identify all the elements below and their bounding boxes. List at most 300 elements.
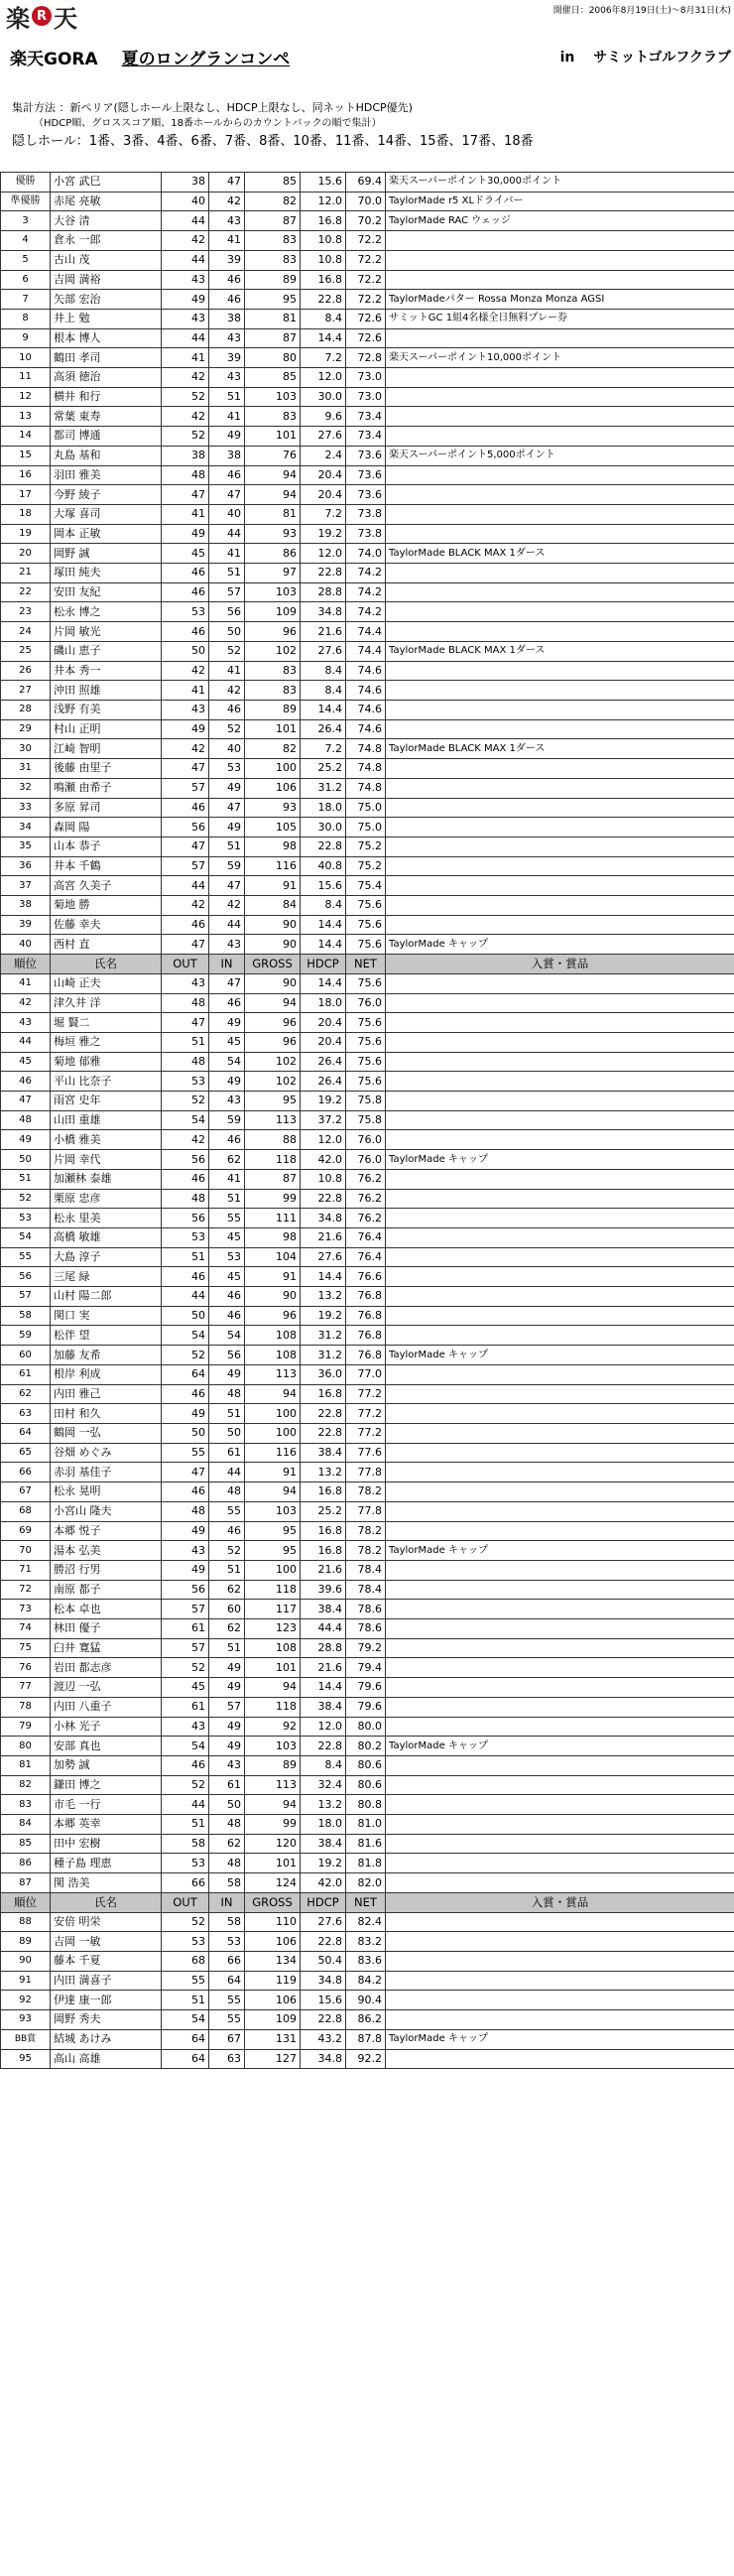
rank-cell: 72 <box>1 1580 51 1600</box>
name-cell: 関 浩美 <box>51 1873 162 1893</box>
prize-cell <box>386 2049 734 2069</box>
out-cell: 54 <box>162 1326 209 1346</box>
table-row <box>1 1443 734 1463</box>
rank-cell: 64 <box>1 1424 51 1444</box>
net-cell: 73.4 <box>346 427 386 447</box>
hdcp-cell: 22.8 <box>301 1424 346 1444</box>
in-cell: 53 <box>209 1247 245 1267</box>
table-row <box>1 1854 734 1873</box>
rank-cell: 優勝 <box>1 173 51 193</box>
prize-cell <box>386 1521 734 1541</box>
in-cell: 50 <box>209 622 245 642</box>
name-cell: 岩田 都志彦 <box>51 1658 162 1678</box>
gross-cell: 85 <box>245 173 301 193</box>
name-cell: 松永 晃明 <box>51 1482 162 1502</box>
rank-cell: 77 <box>1 1678 51 1698</box>
name-cell: 栗原 忠彦 <box>51 1189 162 1209</box>
gross-cell: 94 <box>245 465 301 485</box>
rank-cell: 38 <box>1 896 51 916</box>
out-cell: 53 <box>162 1072 209 1092</box>
net-cell: 72.6 <box>346 309 386 328</box>
hdcp-cell: 22.8 <box>301 1932 346 1952</box>
table-row <box>1 1267 734 1287</box>
rank-cell: 5 <box>1 250 51 270</box>
in-cell: 60 <box>209 1600 245 1619</box>
out-cell: 64 <box>162 2029 209 2049</box>
column-header-out: OUT <box>162 1892 209 1912</box>
net-cell: 75.6 <box>346 1013 386 1033</box>
hdcp-cell: 36.0 <box>301 1364 346 1384</box>
table-header-row <box>1 955 734 974</box>
in-cell: 55 <box>209 1991 245 2010</box>
column-header-prize: 入賞・賞品 <box>386 955 734 974</box>
net-cell: 86.2 <box>346 2010 386 2030</box>
net-cell: 73.6 <box>346 465 386 485</box>
name-cell: 井上 勉 <box>51 309 162 328</box>
net-cell: 76.0 <box>346 993 386 1013</box>
prize-cell <box>386 368 734 388</box>
out-cell: 44 <box>162 250 209 270</box>
out-cell: 46 <box>162 622 209 642</box>
gross-cell: 100 <box>245 1560 301 1580</box>
name-cell: 山村 陽二郎 <box>51 1287 162 1307</box>
net-cell: 70.0 <box>346 192 386 211</box>
rank-cell: 60 <box>1 1346 51 1365</box>
table-row <box>1 1951 734 1971</box>
table-row <box>1 1619 734 1639</box>
out-cell: 47 <box>162 485 209 505</box>
hdcp-cell: 27.6 <box>301 1247 346 1267</box>
table-row <box>1 368 734 388</box>
hdcp-cell: 8.4 <box>301 309 346 328</box>
prize-cell <box>386 1032 734 1052</box>
net-cell: 77.8 <box>346 1463 386 1482</box>
name-cell: 鳴瀬 由希子 <box>51 778 162 798</box>
table-row <box>1 935 734 955</box>
hdcp-cell: 50.4 <box>301 1951 346 1971</box>
net-cell: 75.6 <box>346 973 386 993</box>
table-row <box>1 504 734 524</box>
rank-cell: 59 <box>1 1326 51 1346</box>
name-cell: 伊達 康一郎 <box>51 1991 162 2010</box>
table-row <box>1 290 734 310</box>
net-cell: 72.2 <box>346 270 386 290</box>
rank-cell: 23 <box>1 602 51 622</box>
name-cell: 山崎 正夫 <box>51 973 162 993</box>
prize-cell: 楽天スーパーポイント30,000ポイント <box>386 173 734 193</box>
out-cell: 64 <box>162 1364 209 1384</box>
gross-cell: 104 <box>245 1247 301 1267</box>
hdcp-cell: 16.8 <box>301 1482 346 1502</box>
name-cell: 加瀬林 泰雄 <box>51 1169 162 1189</box>
out-cell: 42 <box>162 896 209 916</box>
net-cell: 73.4 <box>346 407 386 427</box>
hdcp-cell: 7.2 <box>301 348 346 368</box>
gross-cell: 80 <box>245 348 301 368</box>
gross-cell: 83 <box>245 231 301 251</box>
gross-cell: 83 <box>245 250 301 270</box>
hdcp-cell: 12.0 <box>301 544 346 564</box>
name-cell: 湯本 弘美 <box>51 1541 162 1561</box>
prize-cell <box>386 1482 734 1502</box>
table-row <box>1 915 734 935</box>
rank-cell: 12 <box>1 387 51 407</box>
name-cell: 本郷 悦子 <box>51 1521 162 1541</box>
scoring-method-note: 集計方法 ：新ペリア(隠しホール上限なし、HDCP上限なし、同ネットHDCP優先) <box>12 101 413 114</box>
prize-cell <box>386 1854 734 1873</box>
prize-cell <box>386 1169 734 1189</box>
rank-cell: 36 <box>1 856 51 876</box>
out-cell: 56 <box>162 1209 209 1228</box>
prize-cell <box>386 1424 734 1444</box>
in-cell: 49 <box>209 1364 245 1384</box>
in-cell: 47 <box>209 173 245 193</box>
table-row <box>1 1346 734 1365</box>
in-cell: 45 <box>209 1267 245 1287</box>
name-cell: 谷畑 めぐみ <box>51 1443 162 1463</box>
table-row <box>1 602 734 622</box>
gross-cell: 106 <box>245 1932 301 1952</box>
gross-cell: 119 <box>245 1971 301 1991</box>
in-cell: 45 <box>209 1227 245 1247</box>
net-cell: 76.4 <box>346 1227 386 1247</box>
name-cell: 松永 博之 <box>51 602 162 622</box>
rank-cell: 79 <box>1 1717 51 1737</box>
net-cell: 79.4 <box>346 1658 386 1678</box>
prize-cell <box>386 1755 734 1775</box>
prize-cell <box>386 1364 734 1384</box>
out-cell: 43 <box>162 270 209 290</box>
in-cell: 47 <box>209 798 245 818</box>
table-row <box>1 1638 734 1658</box>
net-cell: 74.0 <box>346 544 386 564</box>
rank-cell: 32 <box>1 778 51 798</box>
prize-cell: TaylorMadeパター Rossa Monza Monza AGSI <box>386 290 734 310</box>
hdcp-cell: 16.8 <box>301 211 346 231</box>
name-cell: 磯山 恵子 <box>51 641 162 661</box>
gross-cell: 101 <box>245 427 301 447</box>
rank-cell: 4 <box>1 231 51 251</box>
gross-cell: 93 <box>245 524 301 544</box>
hdcp-cell: 44.4 <box>301 1619 346 1639</box>
net-cell: 74.2 <box>346 564 386 583</box>
gross-cell: 117 <box>245 1600 301 1619</box>
rank-cell: 35 <box>1 837 51 856</box>
out-cell: 54 <box>162 1737 209 1756</box>
in-cell: 41 <box>209 231 245 251</box>
gross-cell: 98 <box>245 1227 301 1247</box>
table-row <box>1 1384 734 1404</box>
in-cell: 42 <box>209 896 245 916</box>
rank-cell: 7 <box>1 290 51 310</box>
rank-cell: 80 <box>1 1737 51 1756</box>
name-cell: 井本 千鶴 <box>51 856 162 876</box>
rank-cell: 65 <box>1 1443 51 1463</box>
in-cell: 49 <box>209 818 245 837</box>
out-cell: 45 <box>162 1678 209 1698</box>
gross-cell: 120 <box>245 1834 301 1854</box>
out-cell: 44 <box>162 1795 209 1815</box>
name-cell: 片岡 敏光 <box>51 622 162 642</box>
name-cell: 常葉 東寿 <box>51 407 162 427</box>
in-cell: 47 <box>209 485 245 505</box>
gross-cell: 97 <box>245 564 301 583</box>
table-row <box>1 1815 734 1835</box>
hdcp-cell: 34.8 <box>301 602 346 622</box>
name-cell: 山本 恭子 <box>51 837 162 856</box>
rank-cell: 6 <box>1 270 51 290</box>
rank-cell: 76 <box>1 1658 51 1678</box>
prize-cell <box>386 1932 734 1952</box>
out-cell: 57 <box>162 778 209 798</box>
table-row <box>1 896 734 916</box>
net-cell: 74.6 <box>346 700 386 719</box>
prize-cell <box>386 1580 734 1600</box>
gross-cell: 108 <box>245 1326 301 1346</box>
in-cell: 51 <box>209 837 245 856</box>
in-cell: 49 <box>209 427 245 447</box>
rank-cell: 86 <box>1 1854 51 1873</box>
out-cell: 55 <box>162 1443 209 1463</box>
in-cell: 54 <box>209 1052 245 1072</box>
gross-cell: 127 <box>245 2049 301 2069</box>
net-cell: 78.4 <box>346 1560 386 1580</box>
prize-cell <box>386 1384 734 1404</box>
prize-cell <box>386 818 734 837</box>
table-row <box>1 309 734 328</box>
hidden-holes-note: 隠しホール：1番、3番、4番、6番、7番、8番、10番、11番、14番、15番、17番、18番 <box>12 134 534 149</box>
out-cell: 52 <box>162 387 209 407</box>
out-cell: 44 <box>162 876 209 896</box>
rank-cell: 40 <box>1 935 51 955</box>
gross-cell: 102 <box>245 641 301 661</box>
hdcp-cell: 22.8 <box>301 1404 346 1424</box>
in-cell: 57 <box>209 582 245 602</box>
in-cell: 62 <box>209 1834 245 1854</box>
net-cell: 83.2 <box>346 1932 386 1952</box>
in-cell: 61 <box>209 1775 245 1795</box>
net-cell: 77.0 <box>346 1364 386 1384</box>
in-cell: 55 <box>209 1501 245 1521</box>
prize-cell <box>386 1209 734 1228</box>
out-cell: 52 <box>162 1658 209 1678</box>
net-cell: 74.6 <box>346 681 386 701</box>
out-cell: 51 <box>162 1032 209 1052</box>
in-cell: 58 <box>209 1873 245 1893</box>
prize-cell <box>386 896 734 916</box>
table-row <box>1 1482 734 1502</box>
net-cell: 76.2 <box>346 1209 386 1228</box>
table-row <box>1 1227 734 1247</box>
prize-cell <box>386 250 734 270</box>
table-row <box>1 1560 734 1580</box>
table-row <box>1 1404 734 1424</box>
table-row <box>1 582 734 602</box>
out-cell: 47 <box>162 1463 209 1482</box>
out-cell: 42 <box>162 1130 209 1150</box>
name-cell: 片岡 幸代 <box>51 1150 162 1170</box>
column-header-name: 氏名 <box>51 955 162 974</box>
prize-cell <box>386 485 734 505</box>
in-cell: 59 <box>209 856 245 876</box>
gross-cell: 87 <box>245 211 301 231</box>
in-cell: 67 <box>209 2029 245 2049</box>
table-row <box>1 1658 734 1678</box>
hdcp-cell: 34.8 <box>301 1209 346 1228</box>
gross-cell: 111 <box>245 1209 301 1228</box>
prize-cell <box>386 1267 734 1287</box>
gross-cell: 101 <box>245 719 301 739</box>
table-row <box>1 818 734 837</box>
name-cell: 菊地 勝 <box>51 896 162 916</box>
name-cell: 菊地 郁雅 <box>51 1052 162 1072</box>
table-row <box>1 270 734 290</box>
gross-cell: 96 <box>245 622 301 642</box>
out-cell: 46 <box>162 1384 209 1404</box>
net-cell: 78.6 <box>346 1600 386 1619</box>
table-row <box>1 739 734 759</box>
name-cell: 市毛 一行 <box>51 1795 162 1815</box>
out-cell: 56 <box>162 1150 209 1170</box>
name-cell: 三尾 緑 <box>51 1267 162 1287</box>
rank-cell: 34 <box>1 818 51 837</box>
in-cell: 54 <box>209 1326 245 1346</box>
prize-cell: TaylorMade r5 XLドライバー <box>386 192 734 211</box>
rank-cell: 29 <box>1 719 51 739</box>
prize-cell <box>386 524 734 544</box>
gross-cell: 105 <box>245 818 301 837</box>
column-header-net: NET <box>346 1892 386 1912</box>
prize-cell <box>386 270 734 290</box>
prize-cell: 楽天スーパーポイント10,000ポイント <box>386 348 734 368</box>
rank-cell: 14 <box>1 427 51 447</box>
name-cell: 高宮 久美子 <box>51 876 162 896</box>
gross-cell: 109 <box>245 602 301 622</box>
gross-cell: 89 <box>245 270 301 290</box>
net-cell: 75.8 <box>346 1092 386 1111</box>
in-cell: 46 <box>209 700 245 719</box>
gross-cell: 84 <box>245 896 301 916</box>
in-cell: 47 <box>209 973 245 993</box>
hdcp-cell: 26.4 <box>301 719 346 739</box>
out-cell: 52 <box>162 1775 209 1795</box>
in-cell: 40 <box>209 504 245 524</box>
name-cell: 安部 真也 <box>51 1737 162 1756</box>
in-cell: 55 <box>209 2010 245 2030</box>
rank-cell: 45 <box>1 1052 51 1072</box>
net-cell: 72.2 <box>346 250 386 270</box>
net-cell: 90.4 <box>346 1991 386 2010</box>
hdcp-cell: 7.2 <box>301 504 346 524</box>
gross-cell: 95 <box>245 290 301 310</box>
name-cell: 西村 直 <box>51 935 162 955</box>
hdcp-cell: 8.4 <box>301 661 346 681</box>
hdcp-cell: 28.8 <box>301 582 346 602</box>
hdcp-cell: 13.2 <box>301 1463 346 1482</box>
rakuten-logo[interactable] <box>6 2 77 33</box>
hdcp-cell: 21.6 <box>301 1658 346 1678</box>
gross-cell: 89 <box>245 1755 301 1775</box>
net-cell: 77.2 <box>346 1424 386 1444</box>
gross-cell: 76 <box>245 446 301 465</box>
gross-cell: 113 <box>245 1364 301 1384</box>
net-cell: 77.2 <box>346 1384 386 1404</box>
net-cell: 74.8 <box>346 739 386 759</box>
gross-cell: 83 <box>245 407 301 427</box>
column-header-name: 氏名 <box>51 1892 162 1912</box>
net-cell: 81.8 <box>346 1854 386 1873</box>
column-header-hdcp: HDCP <box>301 955 346 974</box>
in-cell: 56 <box>209 602 245 622</box>
net-cell: 82.4 <box>346 1912 386 1932</box>
table-row <box>1 1072 734 1092</box>
rank-cell: 47 <box>1 1092 51 1111</box>
hdcp-cell: 15.6 <box>301 876 346 896</box>
out-cell: 52 <box>162 1912 209 1932</box>
in-cell: 62 <box>209 1580 245 1600</box>
rank-cell: 39 <box>1 915 51 935</box>
out-cell: 43 <box>162 973 209 993</box>
in-cell: 49 <box>209 778 245 798</box>
net-cell: 80.8 <box>346 1795 386 1815</box>
net-cell: 74.8 <box>346 778 386 798</box>
gross-cell: 99 <box>245 1189 301 1209</box>
rank-cell: 43 <box>1 1013 51 1033</box>
net-cell: 75.6 <box>346 896 386 916</box>
table-row <box>1 622 734 642</box>
name-cell: 林田 優子 <box>51 1619 162 1639</box>
rank-cell: 61 <box>1 1364 51 1384</box>
out-cell: 50 <box>162 1306 209 1326</box>
in-cell: 46 <box>209 290 245 310</box>
hdcp-cell: 12.0 <box>301 1130 346 1150</box>
net-cell: 84.2 <box>346 1971 386 1991</box>
prize-cell <box>386 1678 734 1698</box>
column-header-rank: 順位 <box>1 955 51 974</box>
table-row <box>1 837 734 856</box>
name-cell: 小林 光子 <box>51 1717 162 1737</box>
table-row <box>1 1092 734 1111</box>
in-cell: 44 <box>209 1463 245 1482</box>
gross-cell: 94 <box>245 993 301 1013</box>
gross-cell: 123 <box>245 1619 301 1639</box>
hdcp-cell: 19.2 <box>301 1854 346 1873</box>
gross-cell: 91 <box>245 876 301 896</box>
hdcp-cell: 27.6 <box>301 427 346 447</box>
gross-cell: 134 <box>245 1951 301 1971</box>
rank-cell: 67 <box>1 1482 51 1502</box>
title-brand: 楽天GORA <box>10 50 98 69</box>
prize-cell <box>386 1306 734 1326</box>
name-cell: 平山 比奈子 <box>51 1072 162 1092</box>
prize-cell <box>386 328 734 348</box>
table-row <box>1 1189 734 1209</box>
in-cell: 50 <box>209 1424 245 1444</box>
name-cell: 横井 和行 <box>51 387 162 407</box>
out-cell: 48 <box>162 1501 209 1521</box>
name-cell: 大島 淳子 <box>51 1247 162 1267</box>
net-cell: 79.6 <box>346 1678 386 1698</box>
in-cell: 58 <box>209 1912 245 1932</box>
hdcp-cell: 31.2 <box>301 1326 346 1346</box>
net-cell: 74.4 <box>346 622 386 642</box>
in-cell: 62 <box>209 1150 245 1170</box>
gross-cell: 92 <box>245 1717 301 1737</box>
in-cell: 38 <box>209 446 245 465</box>
rank-cell: 10 <box>1 348 51 368</box>
in-cell: 66 <box>209 1951 245 1971</box>
in-cell: 51 <box>209 1189 245 1209</box>
